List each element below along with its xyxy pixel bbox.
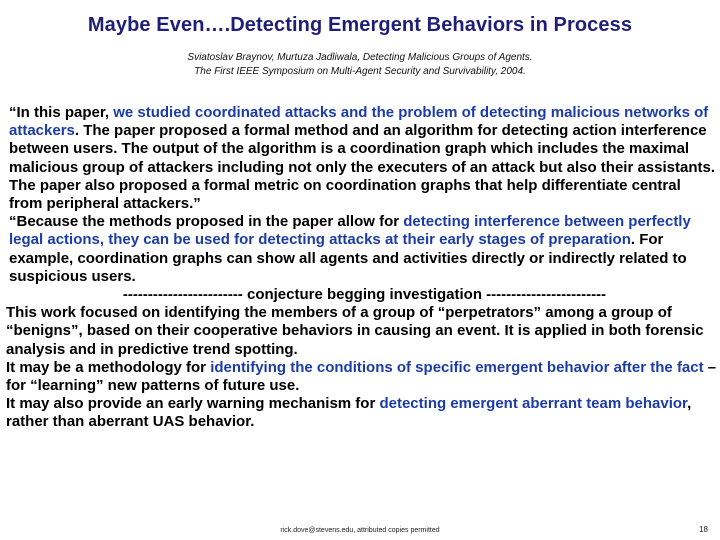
quote-1-rest: . The paper proposed a formal method and an algorithm for detecting action interference between users. The output of the algorithm is a coordination graph which includes the maximal malicious group of attackers including not only the executers of an attack but also their assistants. The paper also proposed a formal metric on coordination graphs that help differentiate central from peripheral attackers.”	[9, 122, 715, 213]
section-divider: ------------------------ conjecture begging investigation ------------------------	[122, 286, 607, 304]
page-number: 18	[699, 525, 708, 534]
quote-2-open: “Because the methods proposed in the paper allow for	[9, 213, 404, 231]
quote-1	[6, 104, 718, 213]
quote-1-open: “In this paper,	[9, 104, 114, 121]
paragraph-2-open: It may be a methodology for	[6, 358, 211, 376]
paragraph-3-highlight: detecting emergent aberrant team behavior	[379, 395, 688, 413]
citation-authors: Sviatoslav Braynov, Murtuza Jadliwala,	[187, 52, 361, 63]
citation	[0, 51, 720, 79]
quote-1-highlight: we studied coordinated attacks and the problem of detecting malicious networks of attackers	[9, 104, 709, 140]
citation-line-1	[0, 51, 720, 65]
quote-2	[6, 213, 718, 286]
paragraph-3-rest: , rather than aberrant UAS behavior.	[6, 395, 692, 431]
quote-2-highlight: detecting interference between perfectly legal actions, they can be used for detecting attacks at their early stages of preparation	[9, 213, 691, 249]
slide-body	[6, 104, 718, 432]
paragraph-2-rest: – for “learning” new patterns of future use.	[6, 358, 717, 395]
citation-paper-title: Detecting Malicious Groups of Agents.	[360, 52, 533, 63]
citation-line-2: The First IEEE Symposium on Multi-Agent Security and Survivability, 2004.	[194, 66, 526, 77]
paragraph-3	[6, 395, 718, 431]
paragraph-3-open: It may also provide an early warning mechanism for	[6, 395, 380, 413]
paragraph-2	[6, 359, 718, 395]
slide-title: Maybe Even….Detecting Emergent Behaviors in Process	[87, 14, 633, 36]
footer-attribution: rick.dove@stevens.edu, attributed copies permitted	[280, 527, 440, 534]
quote-2-rest: . For example, coordination graphs can show all agents and activities directly or indirectly related to suspicious users.	[9, 231, 687, 285]
paragraph-2-highlight: identifying the conditions of specific emergent behavior after the fact	[210, 358, 704, 376]
paragraph-1: This work focused on identifying the members of a group of “perpetrators” among a group of “benigns”, based on their cooperative behaviors in causing an event. It is applied in both forensic analysis and in predictive trend spotting.	[6, 304, 704, 358]
